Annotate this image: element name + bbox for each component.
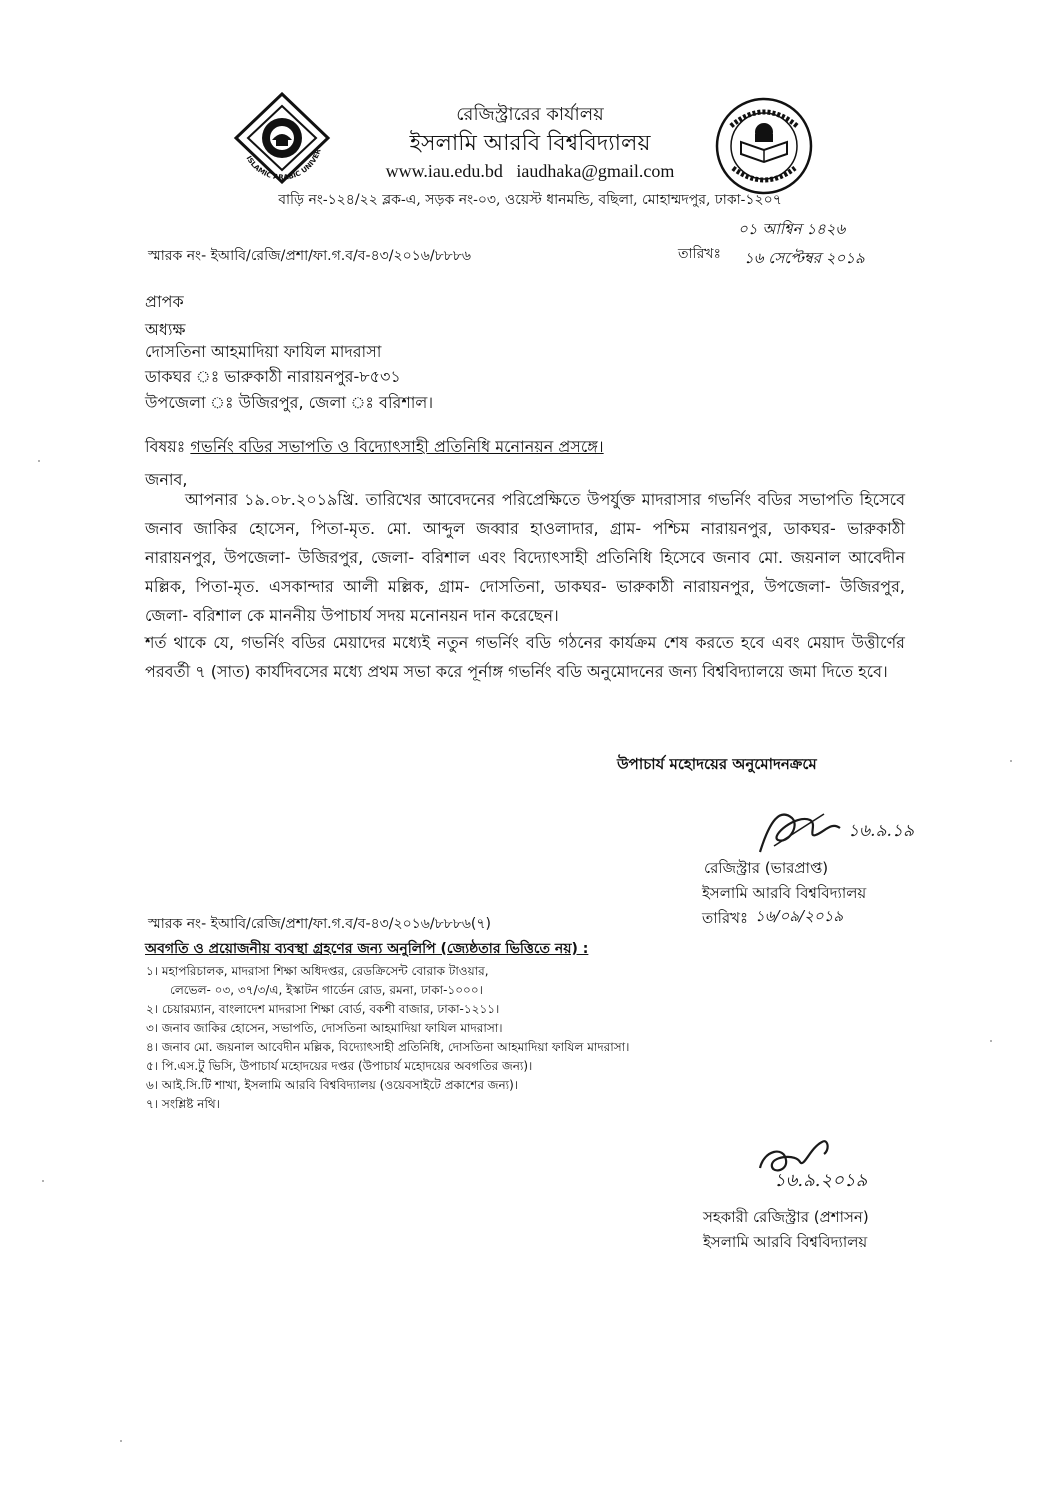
memo-number: স্মারক নং- ইআবি/রেজি/প্রশা/ফা.গ.ব/ব-৪৩/২০১৬/৮৮৮৬ bbox=[148, 248, 471, 264]
signatory1-institution: ইসলামি আরবি বিশ্ববিদ্যালয় bbox=[702, 884, 867, 902]
copy-memo-number: স্মারক নং- ইআবি/রেজি/প্রশা/ফা.গ.ব/ব-৪৩/২০১৬/৮৮৮৬(৭) bbox=[148, 916, 491, 932]
assistant-registrar-signature bbox=[740, 1128, 970, 1188]
scan-speck bbox=[42, 1180, 44, 1182]
subject-line bbox=[145, 434, 604, 461]
letterhead-website: www.iau.edu.bd bbox=[385, 161, 503, 181]
scan-speck bbox=[990, 1040, 992, 1042]
letterhead-contact bbox=[320, 161, 740, 182]
subject-text: গভর্নিং বডির সভাপতি ও বিদ্যোৎসাহী প্রতিনিধি মনোনয়ন প্রসঙ্গে। bbox=[190, 437, 604, 456]
signatory1-role: রেজিস্ট্রার (ভারপ্রাপ্ত) bbox=[704, 859, 829, 877]
recipient-upazila: উপজেলা ঃ উজিরপুর, জেলা ঃ বরিশাল। bbox=[145, 393, 434, 412]
letterhead-university-name: ইসলামি আরবি বিশ্ববিদ্যালয় bbox=[409, 131, 651, 156]
copy-list-item: ৪। জনাব মো. জয়নাল আবেদীন মল্লিক, বিদ্যোৎসাহী প্রতিনিধি, দোসতিনা আহমাদিয়া ফাযিল মাদরাসা। bbox=[146, 1040, 630, 1054]
copy-list bbox=[146, 962, 806, 1114]
copy-list-item: ৬। আই.সি.টি শাখা, ইসলামি আরবি বিশ্ববিদ্যালয় (ওয়েবসাইটে প্রকাশের জন্য)। bbox=[146, 1078, 519, 1092]
scan-speck bbox=[38, 460, 40, 462]
copy-heading: অবগতি ও প্রয়োজনীয় ব্যবস্থা গ্রহণের জন্য অনুলিপি (জ্যেষ্ঠতার ভিত্তিতে নয়) : bbox=[145, 941, 589, 957]
signatory2-role: সহকারী রেজিস্ট্রার (প্রশাসন) bbox=[703, 1208, 869, 1226]
letterhead-office: রেজিস্ট্রারের কার্যালয় bbox=[456, 104, 604, 125]
registrar-signature bbox=[700, 800, 930, 860]
recipient-title: অধ্যক্ষ bbox=[145, 320, 186, 339]
body-paragraph-1: আপনার ১৯.০৮.২০১৯খ্রি. তারিখের আবেদনের পরিপ্রেক্ষিতে উপর্যুক্ত মাদরাসার গভর্নিং বডির সভাপতি হিসেবে জনাব জাকির হোসেন, পিতা-মৃত. মো. আব্দুল জব্বার হাওলাদার, গ্রাম- পশ্চিম নারায়নপুর, ডাকঘর- ভারুকাঠী নারায়নপুর, উপজেলা- উজিরপুর, জেলা- বরিশাল এবং বিদ্যোৎসাহী প্রতিনিধি হিসেবে জনাব মো. জয়নাল আবেদীন মল্লিক, পিতা-মৃত. এসকান্দার আলী মল্লিক, গ্রাম- দোসতিনা, ডাকঘর- ভারুকাঠী নারায়নপুর, উপজেলা- উজিরপুর, জেলা- বরিশাল কে মাননীয় উপাচার্য সদয় মনোনয়ন দান করেছেন। bbox=[145, 490, 905, 625]
copy-list-item: ৩। জনাব জাকির হোসেন, সভাপতি, দোসতিনা আহমাদিয়া ফাযিল মাদরাসা। bbox=[146, 1021, 503, 1035]
recipient-institution: দোসতিনা আহমাদিয়া ফাযিল মাদরাসা bbox=[145, 342, 382, 361]
date-bangla-handwritten: ০১ আশ্বিন ১৪২৬ bbox=[738, 220, 846, 238]
signatory2-institution: ইসলামি আরবি বিশ্ববিদ্যালয় bbox=[703, 1233, 868, 1251]
copy-list-item: লেভেল- ০৩, ৩৭/৩/এ, ইস্কাটন গার্ডেন রোড, রমনা, ঢাকা-১০০০। bbox=[170, 983, 483, 997]
registrar-sign-date: ১৬.৯.১৯ bbox=[848, 821, 914, 841]
signatory1-date-label: তারিখঃ bbox=[702, 909, 748, 927]
copy-list-item: ৫। পি.এস.টু ভিসি, উপাচার্য মহোদয়ের দপ্তর (উপাচার্য মহোদয়ের অবগতির জন্য)। bbox=[146, 1059, 533, 1073]
letterhead-address: বাড়ি নং-১২৪/২২ ব্লক-এ, সড়ক নং-০৩, ওয়েস্ট ধানমন্ডি, বছিলা, মোহাম্মদপুর, ঢাকা-১২০৭ bbox=[278, 192, 782, 208]
recipient-post-office: ডাকঘর ঃ ভারুকাঠী নারায়নপুর-৮৫৩১ bbox=[145, 367, 401, 386]
approval-line: উপাচার্য মহোদয়ের অনুমোদনক্রমে bbox=[617, 755, 817, 773]
subject-label: বিষয়ঃ bbox=[145, 437, 186, 456]
letterhead-email: iaudhaka@gmail.com bbox=[516, 161, 675, 181]
assistant-registrar-sign-date: ১৬.৯.২০১৯ bbox=[774, 1170, 868, 1188]
scan-speck bbox=[1010, 760, 1012, 762]
copy-list-item: ৭। সংশ্লিষ্ট নথি। bbox=[146, 1097, 220, 1111]
seal-left-text: ISLAMIC ARABIC UNIVER bbox=[244, 147, 323, 182]
date-english-handwritten: ১৬ সেপ্টেম্বর ২০১৯ bbox=[744, 249, 865, 267]
body-paragraph-2: শর্ত থাকে যে, গভর্নিং বডির মেয়াদের মধ্যেই নতুন গভর্নিং বডি গঠনের কার্যক্রম শেষ করতে হবে এবং মেয়াদ উত্তীর্ণের পরবর্তী ৭ (সাত) কার্যদিবসের মধ্যে প্রথম সভা করে পূর্নাঙ্গ গভর্নিং বডি অনুমোদনের জন্য বিশ্ববিদ্যালয়ে জমা দিতে হবে। bbox=[145, 633, 905, 681]
recipient-label: প্রাপক bbox=[145, 292, 184, 311]
copy-list-item: ১। মহাপরিচালক, মাদরাসা শিক্ষা অধিদপ্তর, রেডক্রিসেন্ট বোরাক টাওয়ার, bbox=[146, 964, 489, 978]
copy-list-item: ২। চেয়ারম্যান, বাংলাদেশ মাদরাসা শিক্ষা বোর্ড, বকশী বাজার, ঢাকা-১২১১। bbox=[146, 1002, 500, 1016]
signatory1-date: ১৬/০৯/২০১৯ bbox=[755, 907, 844, 925]
university-seal-left bbox=[232, 92, 332, 184]
scan-speck bbox=[120, 1440, 122, 1442]
date-label: তারিখঃ bbox=[678, 246, 721, 262]
salutation: জনাব, bbox=[145, 470, 188, 489]
